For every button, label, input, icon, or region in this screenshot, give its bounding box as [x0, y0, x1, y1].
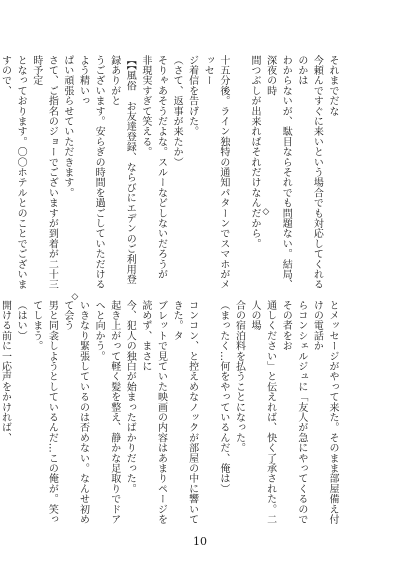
text-line: 通しください」と伝えれば、快く了承された。二人の場 [249, 300, 276, 525]
text-line: 十五分後。ライン独特の通知パターンでスマホがメッセー [202, 55, 229, 290]
text-line: 【【風俗 お友達登録、ならびにエデンのご利用登録ありがと [108, 55, 136, 285]
text-line [200, 300, 216, 532]
text-line: いきなり緊張しているのは否めない。なんせ初めて会う [61, 300, 89, 525]
text-line: 男と同衾しようとしているんだ…この俺が。笑ってしまう。 [30, 300, 58, 525]
text-line: 間つぶしが出来ればそれだけなんだから。 [249, 55, 261, 249]
text-line: ジ着信を告げた。 [186, 55, 198, 137]
text-line: うございます。安らぎの時間を過ごしていただけるよう精いっ [77, 55, 105, 290]
top-text-block [0, 55, 340, 290]
text-line: らコンシェルジュに「友人が急にやってくるのでその者をお [280, 300, 307, 525]
text-line: （まったく…何をやっているんだ、俺は） [217, 300, 229, 494]
text-line: 今、犯人の独白が始まったばかりだった。 [124, 300, 136, 494]
text-line: 非現実すぎて笑える。 [139, 55, 151, 157]
text-line: 開ける前に一応声をかければ、 [0, 300, 11, 443]
page-number: 10 [193, 535, 207, 548]
text-line: 合の宿泊料を払うことになった。 [233, 300, 245, 453]
text-line: （さて、返事が来たか） [171, 55, 183, 168]
text-line: （はい） [15, 300, 27, 341]
text-line: さて、ご指名のジョーでございますが到着が二十三時予定 [30, 55, 58, 290]
text-line: わからないが、駄目ならそれでも問題ない。結局、深夜の時 [264, 55, 292, 290]
section-divider: ◇ [71, 292, 79, 302]
text-line: とメッセージがやって来た。そのまま部屋備え付けの電話か [311, 300, 338, 525]
text-line: それまでだな [327, 55, 338, 117]
text-line: となっております。〇〇ホテルとのことでございますので、 [0, 55, 27, 290]
text-line [231, 55, 247, 290]
section-divider: ◇ [262, 207, 270, 217]
text-line: 今頼んですぐに来いという場合でも対応してくれるのかは [295, 55, 323, 290]
bottom-text-block [0, 300, 340, 532]
text-line: ぱい頑張らせていただきます。 [61, 55, 73, 198]
text-line: コンコン、と控えめなノックが部屋の中に響いてきた。タ [171, 300, 198, 525]
text-line: ブレットで見ていた映画の内容はあまりページを読めず、まさに [139, 300, 167, 525]
text-line: そりゃあそうだよな。スルーなどしないだろうが [155, 55, 167, 280]
text-line: 起き上がって軽く髪を整え、静かな足取りでドアへと向かう。 [93, 300, 120, 525]
